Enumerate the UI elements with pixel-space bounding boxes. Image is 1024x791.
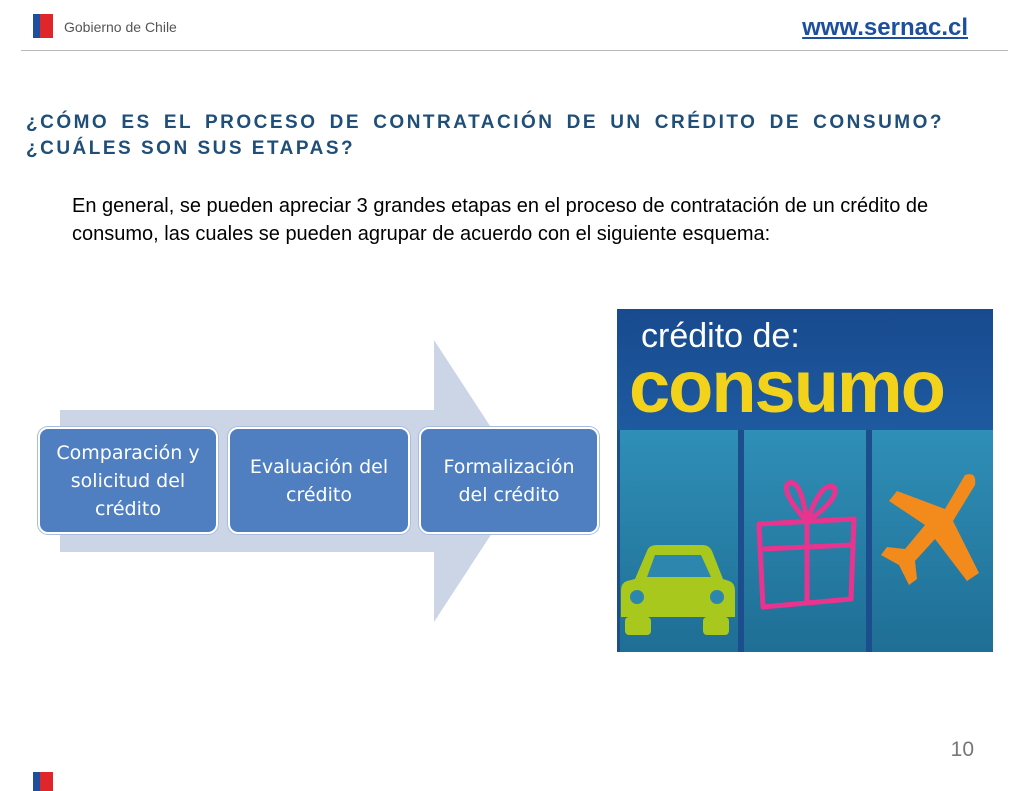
intro-paragraph: En general, se pueden apreciar 3 grandes etapas en el proceso de contratación de un crédito de consumo, las cuales se pueden agrupar de acuerdo con el siguiente esquema: — [72, 195, 929, 245]
airplane-icon — [879, 469, 991, 599]
chile-flag-logo-footer — [33, 772, 53, 791]
credito-consumo-image — [617, 309, 993, 652]
image-caption-small: crédito de: — [641, 317, 800, 355]
page-number: 10 — [950, 738, 974, 761]
step-evaluacion: Evaluación del crédito — [228, 427, 410, 534]
image-caption-big: consumo — [629, 345, 944, 428]
step-formalizacion: Formalización del crédito — [419, 427, 599, 534]
step-comparacion: Comparación y solicitud del crédito — [38, 427, 218, 534]
process-diagram — [36, 340, 600, 622]
image-banner — [617, 309, 993, 430]
sernac-link[interactable]: www.sernac.cl — [802, 14, 968, 41]
chile-flag-logo — [33, 14, 53, 38]
car-icon — [617, 541, 737, 641]
government-label: Gobierno de Chile — [64, 19, 177, 35]
gift-box-icon — [749, 479, 864, 614]
slide-title: ¿CÓMO ES EL PROCESO DE CONTRATACIÓN DE UN CRÉDITO DE CONSUMO? ¿CUÁLES SON SUS ETAPAS? — [26, 112, 944, 159]
header-divider — [21, 50, 1008, 51]
